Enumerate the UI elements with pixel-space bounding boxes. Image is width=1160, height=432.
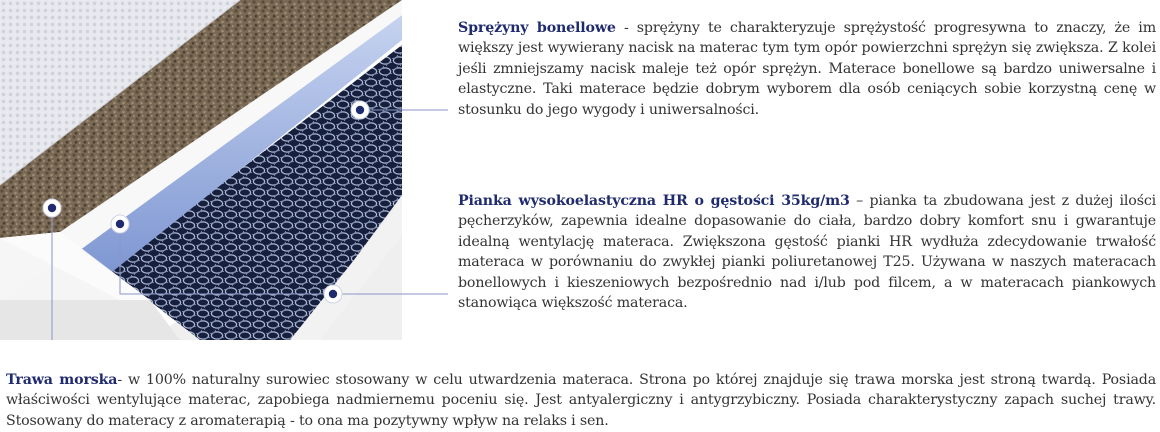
leader-lines bbox=[402, 0, 462, 340]
seagrass-title: Trawa morska bbox=[6, 372, 118, 388]
seagrass-text: - w 100% naturalny surowiec stosowany w celu utwardzenia materaca. Strona po której znajduje się trawa morska jest stroną twardą. Posiada właściwości wentylujące materac, zapobiega nadmiernemu poceniu się. Jest antyalergiczny i antygrzybiczny. Posiada charakterystyczny zapach suchej trawy. Stosowany do materacy z aromaterapią - to ona ma pozytywny wpływ na relaks i sen. bbox=[6, 372, 1157, 429]
bonnell-spring-title: Sprężyny bonellowe bbox=[458, 20, 616, 36]
hr-foam-title: Pianka wysokoelastyczna HR o gęstości 35kg/m3 bbox=[458, 193, 850, 209]
bonnell-spring-text: - sprężyny te charakteryzuje sprężystość progresywna to znaczy, że im większy jest wywierany nacisk na materac tym tym opór powierzchni sprężyn się zwiększa. Z kolei jeśli zmniejszamy nacisk maleje też opór sprężyn. Materace bonellowe są bardzo uniwersalne i elastyczne. Taki materace będzie dobrym wyborem dla osób ceniących sobie korzystną cenę w stosunku do jego wygody i uniwersalności. bbox=[458, 20, 1156, 118]
hr-foam-text: – pianka ta zbudowana jest z dużej ilości pęcherzyków, zapewnia idealne dopasowanie do ciała, bardzo dobry komfort snu i gwarantuje idealną wentylację materaca. Zwiększona gęstość pianki HR wydłuża zdecydowanie trwałość materaca w porównaniu do zwykłej pianki poliuretanowej T25. Używana w naszych materacach bonellowych i kieszeniowych bezpośrednio nad i/lub pod filcem, a w materacach piankowych stanowiąca większość materaca. bbox=[458, 193, 1157, 312]
hr-foam-description bbox=[458, 191, 1156, 313]
bonnell-spring-description bbox=[458, 18, 1156, 120]
mattress-cross-section-illustration bbox=[0, 0, 402, 340]
seagrass-description bbox=[6, 370, 1156, 431]
